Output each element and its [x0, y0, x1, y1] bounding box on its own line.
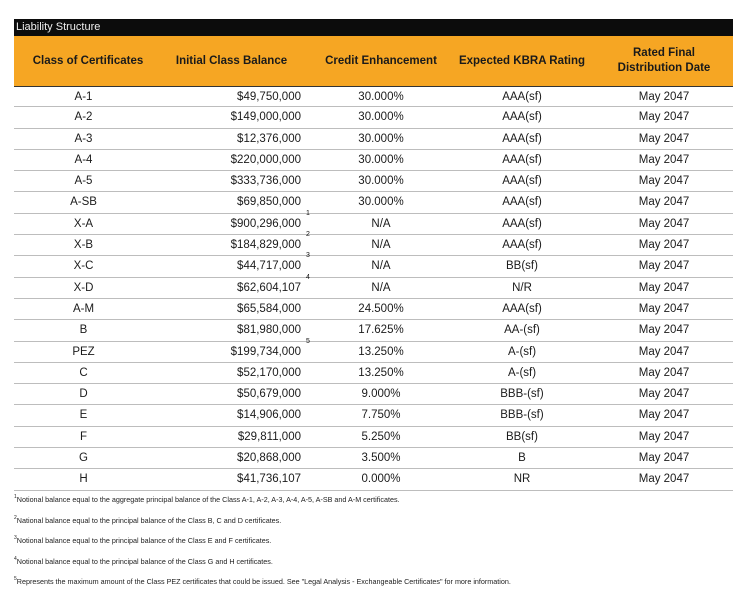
footnote-text: National balance equal to the principal balance of the Class B, C and D certificates. — [16, 515, 282, 525]
table-row — [14, 384, 733, 405]
enhancement-cell: N/A — [371, 217, 391, 230]
table-row — [14, 171, 733, 192]
balance-cell: $29,811,000 — [237, 430, 301, 443]
balance-cell: $333,736,000 — [230, 175, 301, 188]
balance-cell: $20,868,000 — [237, 452, 301, 465]
date-cell: May 2047 — [638, 217, 690, 230]
class-cell: X-B — [73, 239, 94, 252]
class-cell: B — [79, 324, 88, 337]
balance-cell: $81,980,000 — [237, 324, 301, 337]
footnote-marker: 4 — [306, 273, 310, 281]
table-row — [14, 209, 733, 235]
class-cell: A-5 — [74, 175, 93, 188]
enhancement-cell: 30.000% — [358, 111, 404, 124]
rating-cell: BBB-(sf) — [500, 388, 544, 401]
enhancement-cell: N/A — [371, 239, 391, 252]
rating-cell: AAA(sf) — [502, 302, 542, 315]
footnote-marker: 5 — [306, 337, 310, 345]
table-row — [14, 273, 733, 299]
table-row — [14, 427, 733, 448]
header-class: Class of Certificates — [32, 54, 144, 67]
date-cell: May 2047 — [638, 175, 690, 188]
footnote — [14, 494, 733, 515]
balance-cell: $49,750,000 — [237, 91, 301, 103]
class-cell: D — [79, 388, 88, 401]
date-cell: May 2047 — [638, 91, 690, 103]
footnote-text: Notional balance equal to the principal balance of the Class E and F certificates. — [16, 536, 272, 546]
balance-cell: $199,734,000 — [230, 345, 301, 358]
balance-cell: $149,000,000 — [230, 111, 301, 124]
date-cell: May 2047 — [638, 324, 690, 337]
enhancement-cell: 0.000% — [361, 473, 401, 486]
enhancement-cell: 13.250% — [358, 366, 404, 379]
footnote — [14, 515, 733, 536]
rating-cell: AAA(sf) — [502, 239, 542, 252]
class-cell: PEZ — [72, 345, 95, 358]
class-cell: E — [79, 409, 88, 422]
footnote-number: 2 — [14, 514, 17, 521]
class-cell: X-A — [73, 217, 94, 230]
table-row — [14, 192, 733, 213]
enhancement-cell: 9.000% — [361, 388, 401, 401]
date-cell: May 2047 — [638, 153, 690, 166]
table-row — [14, 299, 733, 320]
rating-cell: AAA(sf) — [502, 91, 542, 103]
date-cell: May 2047 — [638, 430, 690, 443]
date-cell: May 2047 — [638, 111, 690, 124]
table-row — [14, 86, 733, 107]
enhancement-cell: 13.250% — [358, 345, 404, 358]
table-header — [14, 36, 733, 86]
footnote — [14, 535, 733, 556]
footnote-marker: 2 — [306, 231, 310, 239]
enhancement-cell: 17.625% — [358, 324, 404, 337]
enhancement-cell: N/A — [371, 281, 391, 294]
class-cell: X-C — [73, 260, 94, 273]
table-row — [14, 320, 733, 341]
balance-cell: $41,736,107 — [237, 473, 301, 486]
table-row — [14, 252, 733, 277]
class-cell: G — [79, 452, 88, 465]
rating-cell: AA-(sf) — [504, 324, 540, 337]
footnote-number: 3 — [14, 535, 17, 542]
header-balance: Initial Class Balance — [175, 54, 288, 67]
footnote — [14, 576, 733, 597]
table-row — [14, 129, 733, 150]
class-cell: A-1 — [74, 91, 93, 103]
rating-cell: AAA(sf) — [502, 153, 542, 166]
date-cell: May 2047 — [638, 409, 690, 422]
enhancement-cell: 5.250% — [361, 430, 401, 443]
date-cell: May 2047 — [638, 260, 690, 273]
date-cell: May 2047 — [638, 281, 690, 294]
enhancement-cell: 24.500% — [358, 302, 404, 315]
table-row — [14, 405, 733, 426]
class-cell: A-M — [72, 302, 95, 315]
date-cell: May 2047 — [638, 388, 690, 401]
enhancement-cell: 30.000% — [358, 196, 404, 209]
class-cell: C — [79, 366, 88, 379]
footnote-number: 4 — [14, 555, 17, 562]
section-title-bar — [14, 19, 733, 36]
rating-cell: N/R — [512, 281, 532, 294]
header-rating: Expected KBRA Rating — [458, 54, 586, 67]
class-cell: F — [79, 430, 88, 443]
rating-cell: A-(sf) — [507, 345, 537, 358]
balance-cell: $220,000,000 — [230, 153, 301, 166]
class-cell: A-3 — [74, 132, 93, 145]
balance-cell: $184,829,000 — [230, 239, 301, 252]
footnote-text: Represents the maximum amount of the Class PEZ certificates that could be issued. See "Legal Analysis - Exchangeable Certificates" for more information. — [16, 577, 511, 587]
enhancement-cell: 30.000% — [358, 91, 404, 103]
header-date — [595, 36, 733, 86]
balance-cell: $50,679,000 — [237, 388, 301, 401]
class-cell: A-4 — [74, 153, 93, 166]
header-date-line1: Rated Final — [633, 47, 695, 59]
class-cell: X-D — [73, 281, 94, 294]
balance-cell: $65,584,000 — [237, 302, 301, 315]
header-enhancement: Credit Enhancement — [325, 54, 437, 67]
rating-cell: A-(sf) — [507, 366, 537, 379]
rating-cell: AAA(sf) — [502, 175, 542, 188]
footnote-marker: 1 — [306, 209, 310, 217]
date-cell: May 2047 — [638, 366, 690, 379]
balance-cell: $12,376,000 — [237, 132, 301, 145]
enhancement-cell: 30.000% — [358, 132, 404, 145]
rating-cell: BB(sf) — [506, 430, 538, 443]
balance-cell: $14,906,000 — [237, 409, 301, 422]
enhancement-cell: 30.000% — [358, 153, 404, 166]
section-title: Liability Structure — [16, 21, 101, 33]
rating-cell: AAA(sf) — [502, 132, 542, 145]
date-cell: May 2047 — [638, 473, 690, 486]
class-cell: H — [79, 473, 88, 486]
rating-cell: AAA(sf) — [502, 111, 542, 124]
date-cell: May 2047 — [638, 132, 690, 145]
enhancement-cell: 30.000% — [358, 175, 404, 188]
rating-cell: BB(sf) — [506, 260, 538, 273]
table-row — [14, 107, 733, 128]
header-date-line2: Distribution Date — [617, 62, 711, 74]
rating-cell: BBB-(sf) — [500, 409, 544, 422]
balance-cell: $900,296,000 — [230, 217, 301, 230]
date-cell: May 2047 — [638, 345, 690, 358]
enhancement-cell: 3.500% — [361, 452, 401, 465]
table-row — [14, 448, 733, 469]
enhancement-cell: 7.750% — [361, 409, 401, 422]
footnote — [14, 556, 733, 577]
footnote-number: 1 — [14, 494, 17, 500]
rating-cell: B — [518, 452, 526, 465]
footnotes — [14, 494, 733, 597]
rating-cell: AAA(sf) — [502, 217, 542, 230]
table-row — [14, 150, 733, 171]
footnote-number: 5 — [14, 576, 17, 583]
rating-cell: NR — [513, 473, 531, 486]
balance-cell: $52,170,000 — [237, 366, 301, 379]
class-cell: A-2 — [74, 111, 93, 124]
footnote-text: Notional balance equal to the aggregate principal balance of the Class A-1, A-2, A-3, A-4, A-5, A-SB and A-M certificates. — [16, 495, 400, 504]
footnote-marker: 3 — [306, 252, 310, 260]
class-cell: A-SB — [70, 196, 97, 209]
balance-cell: $69,850,000 — [237, 196, 301, 209]
table-row — [14, 469, 733, 490]
date-cell: May 2047 — [638, 302, 690, 315]
rating-cell: AAA(sf) — [502, 196, 542, 209]
date-cell: May 2047 — [638, 239, 690, 252]
table-row — [14, 337, 733, 363]
table-row — [14, 363, 733, 384]
liability-table — [14, 86, 733, 491]
enhancement-cell: N/A — [371, 260, 391, 273]
table-row — [14, 231, 733, 256]
date-cell: May 2047 — [638, 452, 690, 465]
balance-cell: $44,717,000 — [237, 260, 301, 273]
date-cell: May 2047 — [638, 196, 690, 209]
footnote-text: Notional balance equal to the principal balance of the Class G and H certificates. — [16, 556, 273, 566]
balance-cell: $62,604,107 — [237, 281, 301, 294]
